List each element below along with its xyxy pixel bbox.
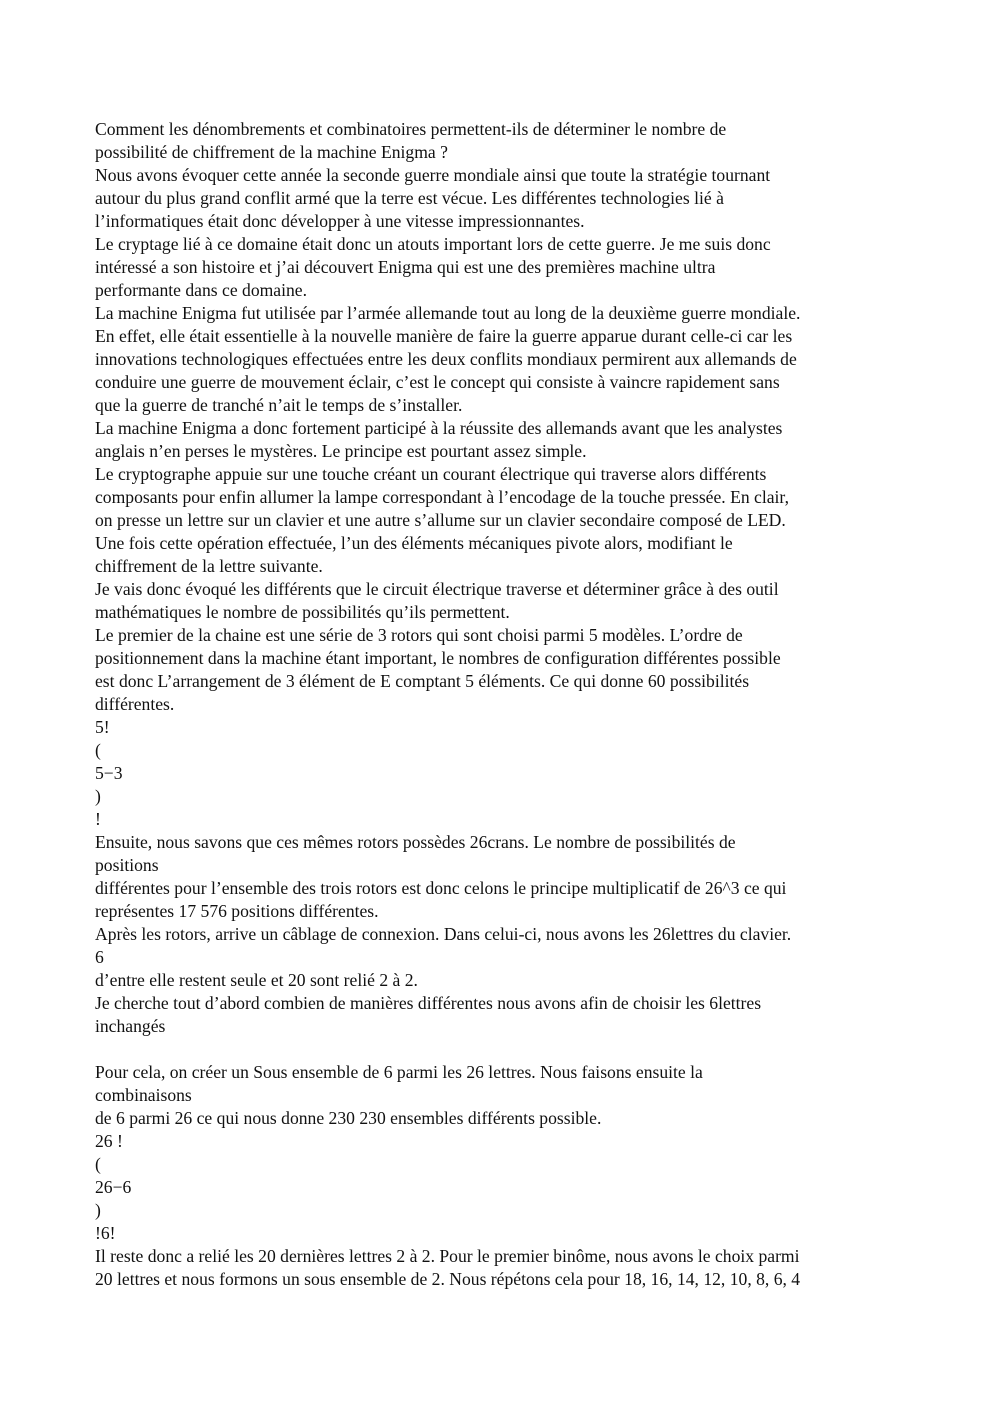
text-line: La machine Enigma a donc fortement participé à la réussite des allemands avant que les analystes [95,418,783,438]
text-line: positions [95,855,159,875]
text-line: composants pour enfin allumer la lampe correspondant à l’encodage de la touche pressée. En clair, [95,487,789,507]
text-line: chiffrement de la lettre suivante. [95,556,323,576]
text-line: positionnement dans la machine étant important, le nombres de configuration différentes possible [95,648,781,668]
text-line: Je cherche tout d’abord combien de manières différentes nous avons afin de choisir les 6lettres [95,993,762,1013]
text-line: ) [95,1200,101,1220]
text-line: que la guerre de tranché n’ait le temps de s’installer. [95,395,463,415]
text-line: combinaisons [95,1085,192,1105]
text-line: ! [95,809,101,829]
document-body [95,118,905,1291]
text-line: ( [95,1154,101,1174]
text-line: mathématiques le nombre de possibilités qu’ils permettent. [95,602,510,622]
text-line: l’informatiques était donc développer à une vitesse impressionnantes. [95,211,585,231]
text-line: 26−6 [95,1177,132,1197]
text-line: représentes 17 576 positions différentes. [95,901,379,921]
text-line [95,1038,905,1061]
text-line: Comment les dénombrements et combinatoires permettent-ils de déterminer le nombre de [95,119,727,139]
text-line: intéressé a son histoire et j’ai découvert Enigma qui est une des premières machine ultra [95,257,716,277]
text-line: !6! [95,1223,116,1243]
text-line: En effet, elle était essentielle à la nouvelle manière de faire la guerre apparue durant celle-ci car les [95,326,793,346]
text-line: différentes pour l’ensemble des trois rotors est donc celons le principe multiplicatif de 26^3 ce qui [95,878,787,898]
text-line: Une fois cette opération effectuée, l’un des éléments mécaniques pivote alors, modifiant le [95,533,733,553]
text-line: performante dans ce domaine. [95,280,308,300]
text-line: possibilité de chiffrement de la machine Enigma ? [95,142,448,162]
text-line: 5! [95,717,110,737]
text-line: ( [95,740,101,760]
text-line: Après les rotors, arrive un câblage de connexion. Dans celui-ci, nous avons les 26lettres du clavier. [95,924,792,944]
text-line: Le cryptographe appuie sur une touche créant un courant électrique qui traverse alors différents [95,464,767,484]
text-line: 6 [95,947,104,967]
text-line: inchangés [95,1016,166,1036]
text-line: est donc L’arrangement de 3 élément de E comptant 5 éléments. Ce qui donne 60 possibilités [95,671,750,691]
text-line: autour du plus grand conflit armé que la terre est vécue. Les différentes technologies lié à [95,188,724,208]
text-line: 20 lettres et nous formons un sous ensemble de 2. Nous répétons cela pour 18, 16, 14, 12, 10, 8, 6, 4 [95,1269,801,1289]
text-line: Pour cela, on créer un Sous ensemble de 6 parmi les 26 lettres. Nous faisons ensuite la [95,1062,703,1082]
text-line: Il reste donc a relié les 20 dernières lettres 2 à 2. Pour le premier binôme, nous avons le choix parmi [95,1246,800,1266]
text-line: Je vais donc évoqué les différents que le circuit électrique traverse et déterminer grâce à des outil [95,579,779,599]
text-line: 26 ! [95,1131,123,1151]
text-line: Le cryptage lié à ce domaine était donc un atouts important lors de cette guerre. Je me suis donc [95,234,771,254]
text-line: de 6 parmi 26 ce qui nous donne 230 230 ensembles différents possible. [95,1108,602,1128]
text-line: La machine Enigma fut utilisée par l’armée allemande tout au long de la deuxième guerre mondiale. [95,303,801,323]
text-line: 5−3 [95,763,123,783]
text-line: ) [95,786,101,806]
text-line: innovations technologiques effectuées entre les deux conflits mondiaux permirent aux allemands de [95,349,797,369]
text-line: différentes. [95,694,175,714]
text-line: Nous avons évoquer cette année la seconde guerre mondiale ainsi que toute la stratégie tournant [95,165,771,185]
text-line: d’entre elle restent seule et 20 sont relié 2 à 2. [95,970,418,990]
text-line: on presse un lettre sur un clavier et une autre s’allume sur un clavier secondaire composé de LED. [95,510,786,530]
text-line: conduire une guerre de mouvement éclair, c’est le concept qui consiste à vaincre rapidement sans [95,372,780,392]
text-line: anglais n’en perses le mystères. Le principe est pourtant assez simple. [95,441,587,461]
text-line: Ensuite, nous savons que ces mêmes rotors possèdes 26crans. Le nombre de possibilités de [95,832,736,852]
text-line: Le premier de la chaine est une série de 3 rotors qui sont choisi parmi 5 modèles. L’ordre de [95,625,743,645]
